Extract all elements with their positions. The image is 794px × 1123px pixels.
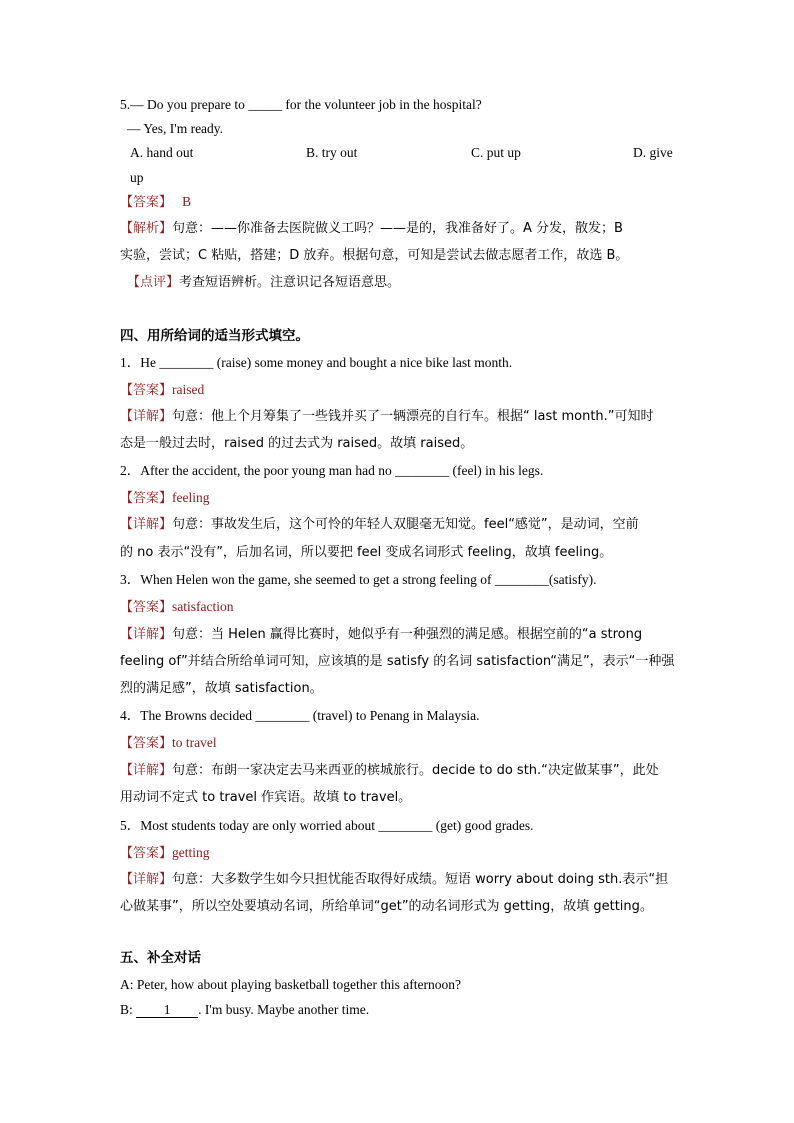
fill-detail-1-line-1 [120, 408, 654, 426]
option-d: D. give [633, 145, 673, 160]
fill-answer-4 [120, 734, 217, 753]
fill-detail-3-line-1 [120, 626, 642, 644]
fill-answer-2 [120, 489, 210, 508]
fill-question-5: 5．Most students today are only worried about ________ (get) good grades. [120, 818, 534, 833]
fill-detail-1-line-2: 态是一般过去时，raised 的过去式为 raised。故填 raised。 [120, 436, 474, 451]
answer-value: raised [172, 382, 205, 397]
detail-text: 句意：大多数学生如今只担忧能否取得好成绩。短语 worry about doing sth.表示“担 [172, 872, 669, 887]
dialogue-line-a: A: Peter, how about playing basketball together this afternoon? [120, 977, 461, 992]
fill-answer-3 [120, 598, 234, 617]
speaker-b-label: B: [120, 1002, 137, 1017]
fill-question-4: 4．The Browns decided ________ (travel) to Penang in Malaysia. [120, 708, 480, 723]
fill-question-3: 3．When Helen won the game, she seemed to get a strong feeling of ________(satisfy). [120, 572, 597, 587]
answer-label: 【答案】 [120, 195, 173, 210]
detail-text: 句意：事故发生后，这个可怜的年轻人双腿毫无知觉。feel“感觉”，是动词，空前 [172, 517, 639, 532]
analysis-text-1: 句意：——你准备去医院做义工吗？——是的，我准备好了。A 分发，散发；B [172, 221, 623, 236]
mc-answer-row [120, 193, 191, 212]
fill-answer-1 [120, 381, 204, 400]
detail-label: 【详解】 [120, 409, 173, 424]
mc-analysis-line-2: 实验，尝试；C 粘贴，搭建；D 放弃。根据句意，可知是尝试去做志愿者工作，故选 B。 [120, 248, 629, 263]
answer-label: 【答案】 [120, 383, 173, 398]
comment-text: 考查短语辨析。注意识记各短语意思。 [179, 275, 401, 290]
analysis-label: 【解析】 [120, 221, 173, 236]
detail-label: 【详解】 [120, 763, 173, 778]
dialogue-line-b [120, 1001, 369, 1019]
option-b: B. try out [306, 145, 358, 160]
comment-label: 【点评】 [127, 275, 180, 290]
option-c: C. put up [471, 145, 521, 160]
section-5-heading: 五、补全对话 [120, 950, 201, 966]
answer-label: 【答案】 [120, 736, 173, 751]
detail-label: 【详解】 [120, 517, 173, 532]
fill-answer-5 [120, 844, 210, 863]
detail-text: 句意：布朗一家决定去马来西亚的槟城旅行。decide to do sth.“决定做某事”，此处 [172, 763, 659, 778]
option-d-continued: up [130, 170, 144, 185]
fill-question-2: 2．After the accident, the poor young man had no ________ (feel) in his legs. [120, 463, 544, 478]
section-4-heading: 四、用所给词的适当形式填空。 [120, 328, 309, 344]
mc-question-5-reply: — Yes, I'm ready. [127, 121, 224, 136]
mc-comment-line [127, 274, 400, 292]
fill-detail-5-line-2: 心做某事”，所以空处要填动名词，所给单词“get”的动名词形式为 getting，故填 getting。 [120, 899, 653, 914]
answer-label: 【答案】 [120, 846, 173, 861]
mc-analysis-line-1 [120, 220, 623, 238]
answer-value: satisfaction [172, 599, 234, 614]
answer-value: feeling [172, 490, 210, 505]
answer-value: B [182, 194, 192, 209]
detail-text: 句意：当 Helen 赢得比赛时，她似乎有一种强烈的满足感。根据空前的“a strong [172, 627, 643, 642]
option-a: A. hand out [130, 145, 194, 160]
answer-label: 【答案】 [120, 600, 173, 615]
fill-detail-4-line-2: 用动词不定式 to travel 作宾语。故填 to travel。 [120, 790, 412, 805]
fill-detail-4-line-1 [120, 762, 659, 780]
mc-question-5: 5.— Do you prepare to _____ for the volunteer job in the hospital? [120, 97, 482, 112]
detail-label: 【详解】 [120, 627, 173, 642]
blank-1: 1 [136, 1003, 198, 1018]
fill-detail-5-line-1 [120, 871, 668, 889]
answer-label: 【答案】 [120, 491, 173, 506]
detail-text: 句意：他上个月筹集了一些钱并买了一辆漂亮的自行车。根据“ last month.”可知时 [172, 409, 654, 424]
fill-detail-2-line-2: 的 no 表示“没有”，后加名词，所以要把 feel 变成名词形式 feeling，故填 feeling。 [120, 545, 613, 560]
answer-value: getting [172, 845, 210, 860]
fill-detail-3-line-3: 烈的满足感”，故填 satisfaction。 [120, 681, 323, 696]
fill-detail-3-line-2: feeling of”并结合所给单词可知，应该填的是 satisfy 的名词 satisfaction“满足”，表示“一种强 [120, 654, 675, 669]
detail-label: 【详解】 [120, 872, 173, 887]
fill-question-1: 1．He ________ (raise) some money and bought a nice bike last month. [120, 355, 513, 370]
fill-detail-2-line-1 [120, 516, 639, 534]
answer-value: to travel [172, 735, 217, 750]
dialogue-line-b-text: . I'm busy. Maybe another time. [198, 1002, 370, 1017]
